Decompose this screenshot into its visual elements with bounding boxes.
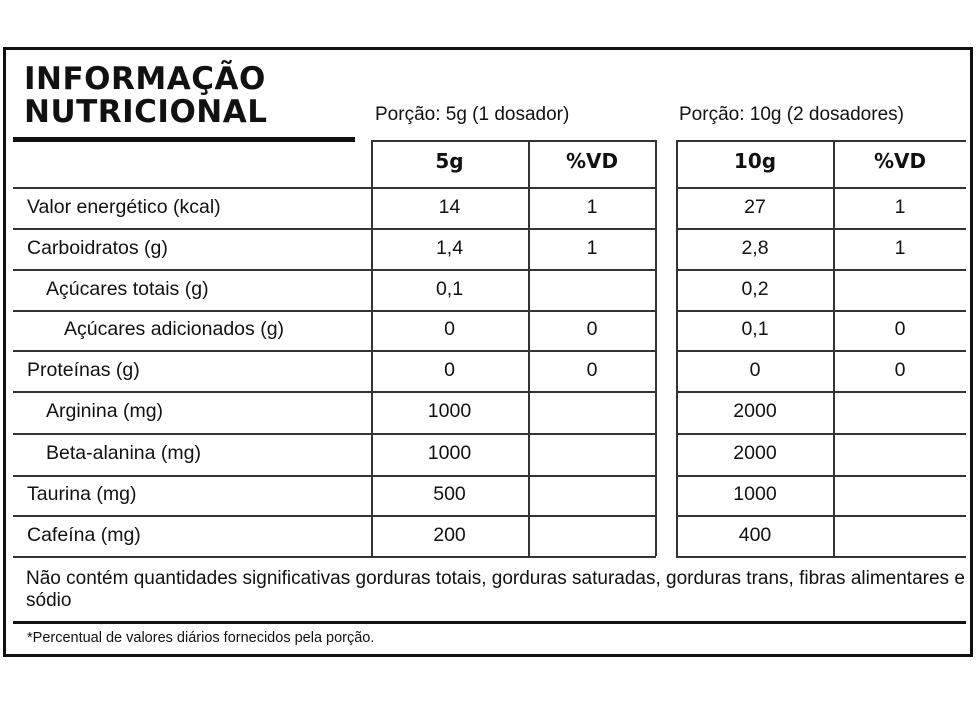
title-line-1: INFORMAÇÃO: [24, 61, 266, 97]
row-value: 1: [894, 195, 906, 218]
row-value: 0,2: [741, 277, 769, 300]
row-rule: [676, 433, 966, 435]
row-label: Valor energético (kcal): [27, 195, 221, 218]
row-rule: [676, 228, 966, 230]
row-rule: [13, 350, 656, 352]
row-value: 200: [433, 523, 466, 546]
disclaimer-note: Não contém quantidades significativas gorduras totais, gorduras saturadas, gorduras trans, fibras alimentares e sódio: [26, 568, 965, 611]
row-value: 1000: [427, 442, 472, 464]
col-header-vd-2: %VD: [873, 149, 927, 173]
row-value: 0,1: [435, 277, 464, 300]
row-value: 400: [738, 523, 772, 546]
row-rule: [676, 391, 966, 393]
row-rule: [13, 475, 656, 477]
row-label: Taurina (mg): [27, 483, 137, 505]
row-label: Beta-alanina (mg): [46, 442, 201, 464]
row-rule: [676, 310, 966, 312]
row-value: 0: [749, 358, 761, 381]
row-label: Açúcares totais (g): [46, 277, 209, 300]
row-label: Carboidratos (g): [27, 236, 168, 259]
portion-1-label: Porção: 5g (1 dosador): [375, 104, 570, 125]
row-value: 500: [433, 483, 466, 505]
row-rule: [13, 515, 656, 517]
col-header-5g: 5g: [435, 149, 464, 173]
row-value: 27: [744, 195, 766, 218]
row-value: 2000: [733, 442, 777, 464]
label-title: [24, 63, 268, 129]
col-header-vd-1: %VD: [565, 149, 619, 173]
row-rule: [676, 515, 966, 517]
row-value: 0: [444, 318, 455, 340]
row-rule: [13, 187, 656, 189]
row-value: 0: [586, 318, 598, 340]
row-label: Arginina (mg): [46, 400, 164, 422]
row-rule: [676, 187, 966, 189]
row-rule: [13, 228, 656, 230]
title-line-2: NUTRICIONAL: [24, 94, 268, 130]
row-rule: [676, 556, 966, 558]
row-value: 2000: [733, 400, 777, 422]
row-value: 0: [444, 358, 455, 381]
row-rule: [13, 310, 656, 312]
row-value: 1,4: [435, 236, 464, 259]
row-value: 1000: [733, 483, 777, 505]
row-rule: [676, 269, 966, 271]
row-label: Açúcares adicionados (g): [64, 318, 285, 340]
portion-2-label: Porção: 10g (2 dosadores): [679, 104, 904, 125]
row-rule: [676, 475, 966, 477]
row-value: 0,1: [741, 318, 769, 340]
row-value: 0: [894, 358, 906, 381]
row-rule: [13, 269, 656, 271]
row-label: Cafeína (mg): [27, 523, 141, 546]
row-value: 1: [586, 195, 598, 218]
footnote: *Percentual de valores diários fornecidos pela porção.: [27, 630, 375, 646]
row-label: Proteínas (g): [27, 358, 140, 381]
row-rule: [676, 350, 966, 352]
row-rule: [13, 433, 656, 435]
row-value: 1: [894, 236, 906, 259]
row-value: 1: [586, 236, 598, 259]
row-rule: [13, 391, 656, 393]
header-top-rule-2: [676, 140, 966, 142]
row-value: 1000: [427, 400, 472, 422]
row-rule: [13, 556, 656, 558]
footnote-rule: [13, 621, 966, 624]
row-value: 0: [894, 318, 906, 340]
header-top-rule-1: [371, 140, 656, 142]
row-value: 2,8: [741, 236, 769, 259]
row-value: 0: [586, 358, 598, 381]
row-value: 14: [438, 195, 461, 218]
col-header-10g: 10g: [733, 149, 777, 173]
title-underline: [13, 137, 355, 142]
